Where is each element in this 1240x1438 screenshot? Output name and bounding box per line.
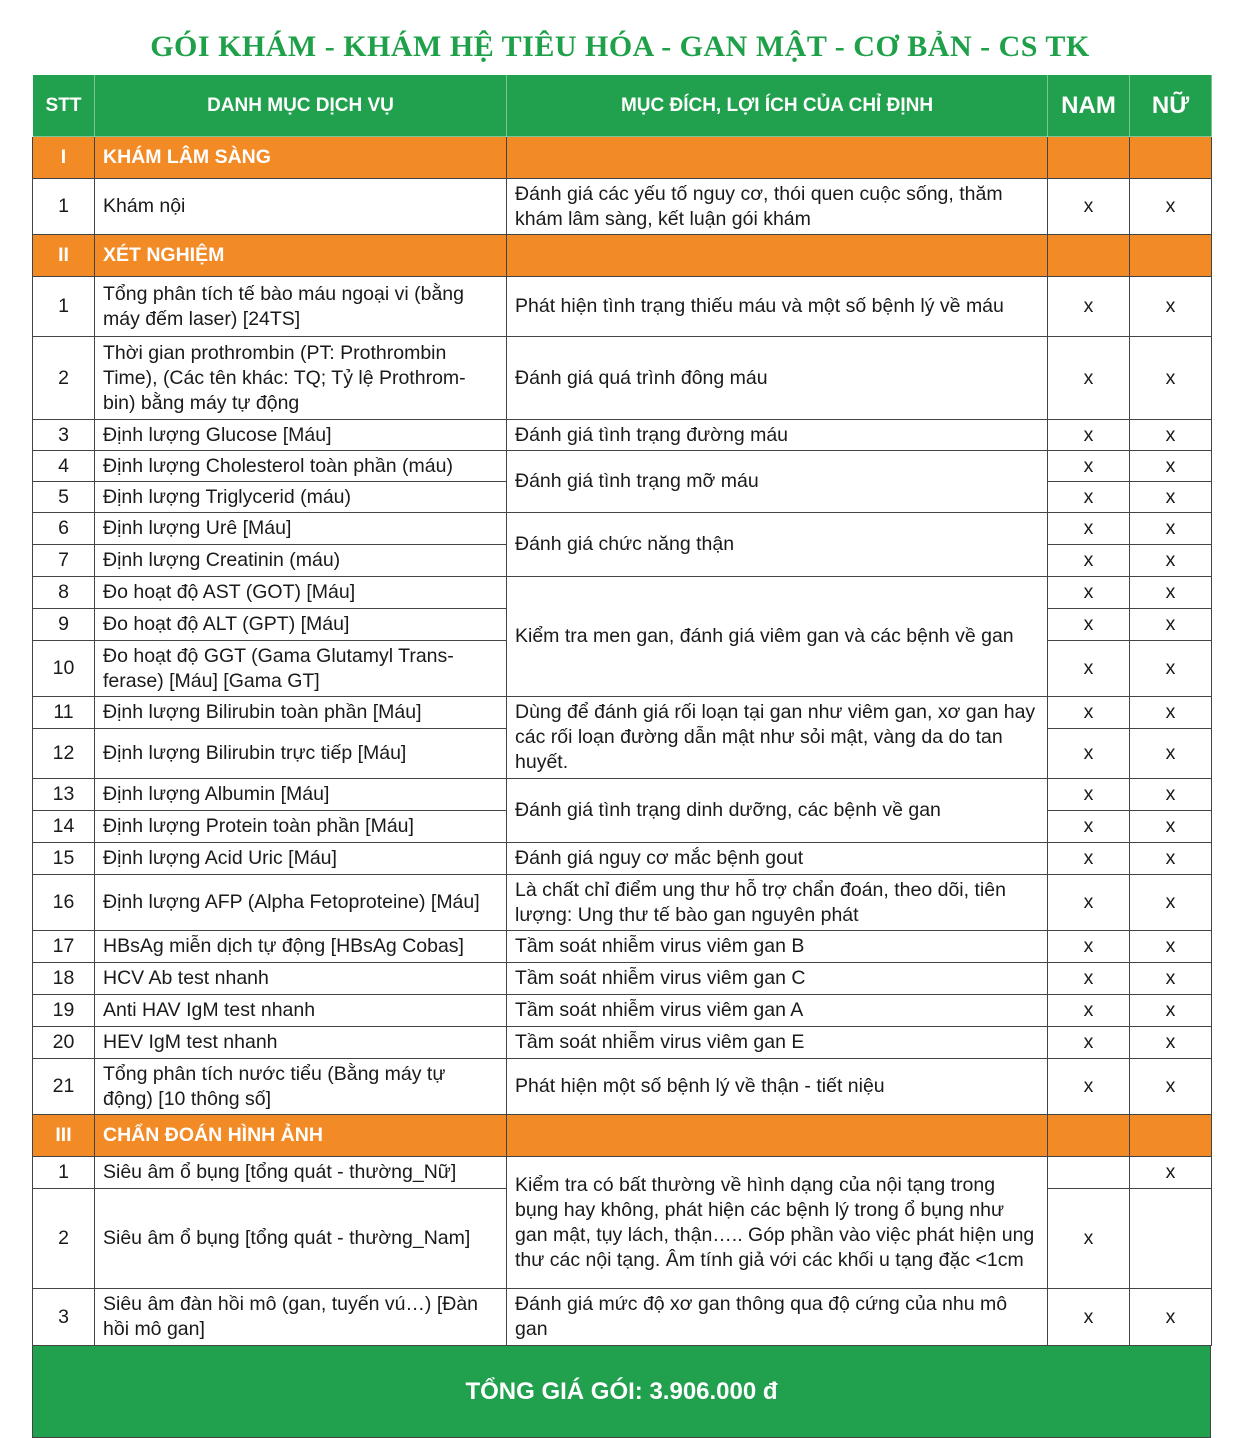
row-stt: 14 <box>33 811 95 843</box>
row-purpose: Là chất chỉ điểm ung thư hỗ trợ chẩn đoán, theo dõi, tiên lượng: Ung thư tế bào gan nguyên phát <box>507 875 1048 931</box>
row-female: x <box>1130 729 1212 779</box>
row-purpose: Tầm soát nhiễm virus viêm gan B <box>507 931 1048 963</box>
table-row <box>33 277 1212 337</box>
row-stt: 5 <box>33 482 95 513</box>
row-female: x <box>1130 779 1212 811</box>
row-stt: 6 <box>33 513 95 545</box>
row-male: x <box>1048 420 1130 451</box>
package-table-frame <box>32 74 1211 1438</box>
row-service: Định lượng Creatinin (máu) <box>95 545 507 577</box>
row-stt: 18 <box>33 963 95 995</box>
row-male: x <box>1048 875 1130 931</box>
row-stt: 19 <box>33 995 95 1027</box>
table-row <box>33 179 1212 235</box>
row-service: Khám nội <box>95 179 507 235</box>
row-service: Siêu âm ổ bụng [tổng quát - thường_Nam] <box>95 1189 507 1289</box>
row-female: x <box>1130 513 1212 545</box>
row-purpose: Đánh giá tình trạng mỡ máu <box>507 451 1048 513</box>
row-service: Thời gian prothrombin (PT: Prothrombin Time), (Các tên khác: TQ; Tỷ lệ Prothrom-bin) bằng máy tự động <box>95 337 507 420</box>
row-service: Định lượng Acid Uric [Máu] <box>95 843 507 875</box>
row-male: x <box>1048 963 1130 995</box>
row-service: Định lượng AFP (Alpha Fetoproteine) [Máu] <box>95 875 507 931</box>
row-female: x <box>1130 1059 1212 1115</box>
row-stt: 7 <box>33 545 95 577</box>
row-service: Anti HAV IgM test nhanh <box>95 995 507 1027</box>
total-price-banner <box>32 1346 1211 1438</box>
row-purpose: Kiểm tra có bất thường về hình dạng của nội tạng trong bụng hay không, phát hiện các bệnh lý trong ổ bụng như gan mật, tụy lách, thận….. Góp phần vào việc phát hiện ung thư các nội tạng. Âm tính giả với các khối u tạng đặc <1cm <box>507 1157 1048 1289</box>
row-female: x <box>1130 577 1212 609</box>
row-stt: 8 <box>33 577 95 609</box>
row-stt: 11 <box>33 697 95 729</box>
row-female: x <box>1130 1157 1212 1189</box>
package-table <box>32 74 1212 1346</box>
table-row <box>33 1289 1212 1346</box>
row-female: x <box>1130 1027 1212 1059</box>
row-stt: 17 <box>33 931 95 963</box>
row-purpose: Kiểm tra men gan, đánh giá viêm gan và các bệnh về gan <box>507 577 1048 697</box>
row-purpose: Tầm soát nhiễm virus viêm gan C <box>507 963 1048 995</box>
row-purpose: Đánh giá các yếu tố nguy cơ, thói quen cuộc sống, thăm khám lâm sàng, kết luận gói khám <box>507 179 1048 235</box>
row-female: x <box>1130 609 1212 641</box>
row-service: Định lượng Urê [Máu] <box>95 513 507 545</box>
row-purpose: Đánh giá mức độ xơ gan thông qua độ cứng của nhu mô gan <box>507 1289 1048 1346</box>
row-female: x <box>1130 931 1212 963</box>
row-male: x <box>1048 779 1130 811</box>
row-stt: 13 <box>33 779 95 811</box>
row-service: Đo hoạt độ ALT (GPT) [Máu] <box>95 609 507 641</box>
row-service: Tổng phân tích nước tiểu (Bằng máy tự động) [10 thông số] <box>95 1059 507 1115</box>
header-male: NAM <box>1048 75 1130 137</box>
row-male: x <box>1048 451 1130 482</box>
table-row <box>33 513 1212 545</box>
section-title: KHÁM LÂM SÀNG <box>95 137 507 179</box>
row-male: x <box>1048 811 1130 843</box>
row-male: x <box>1048 482 1130 513</box>
section-number: III <box>33 1115 95 1157</box>
row-stt: 12 <box>33 729 95 779</box>
row-service: Định lượng Protein toàn phần [Máu] <box>95 811 507 843</box>
row-female: x <box>1130 843 1212 875</box>
row-female: x <box>1130 451 1212 482</box>
row-male: x <box>1048 843 1130 875</box>
table-row <box>33 931 1212 963</box>
row-male: x <box>1048 697 1130 729</box>
row-purpose: Đánh giá nguy cơ mắc bệnh gout <box>507 843 1048 875</box>
header-stt: STT <box>33 75 95 137</box>
row-purpose: Đánh giá quá trình đông máu <box>507 337 1048 420</box>
total-price: TỔNG GIÁ GÓI: 3.906.000 đ <box>465 1377 778 1405</box>
row-service: Đo hoạt độ GGT (Gama Glutamyl Trans-ferase) [Máu] [Gama GT] <box>95 641 507 697</box>
table-row <box>33 1027 1212 1059</box>
row-service: Định lượng Albumin [Máu] <box>95 779 507 811</box>
table-row <box>33 577 1212 609</box>
section-title: XÉT NGHIỆM <box>95 235 507 277</box>
row-service: Định lượng Bilirubin toàn phần [Máu] <box>95 697 507 729</box>
row-service: Định lượng Bilirubin trực tiếp [Máu] <box>95 729 507 779</box>
row-male: x <box>1048 1189 1130 1289</box>
row-male: x <box>1048 1027 1130 1059</box>
row-purpose: Tầm soát nhiễm virus viêm gan A <box>507 995 1048 1027</box>
row-male <box>1048 1157 1130 1189</box>
row-female: x <box>1130 545 1212 577</box>
table-row <box>33 963 1212 995</box>
row-stt: 20 <box>33 1027 95 1059</box>
section-title: CHẨN ĐOÁN HÌNH ẢNH <box>95 1115 507 1157</box>
row-purpose: Đánh giá tình trạng đường máu <box>507 420 1048 451</box>
row-stt: 2 <box>33 337 95 420</box>
row-purpose: Phát hiện một số bệnh lý về thận - tiết niệu <box>507 1059 1048 1115</box>
row-stt: 16 <box>33 875 95 931</box>
row-stt: 3 <box>33 420 95 451</box>
table-row <box>33 337 1212 420</box>
row-purpose: Đánh giá tình trạng dinh dưỡng, các bệnh về gan <box>507 779 1048 843</box>
header-service: DANH MỤC DỊCH VỤ <box>95 75 507 137</box>
section-number: I <box>33 137 95 179</box>
row-service: HEV IgM test nhanh <box>95 1027 507 1059</box>
row-female: x <box>1130 420 1212 451</box>
row-male: x <box>1048 641 1130 697</box>
table-header-row <box>33 75 1212 137</box>
row-service: Đo hoạt độ AST (GOT) [Máu] <box>95 577 507 609</box>
row-stt: 3 <box>33 1289 95 1346</box>
row-male: x <box>1048 931 1130 963</box>
row-male: x <box>1048 337 1130 420</box>
row-stt: 4 <box>33 451 95 482</box>
row-female: x <box>1130 277 1212 337</box>
row-female: x <box>1130 641 1212 697</box>
row-female: x <box>1130 697 1212 729</box>
row-purpose: Tầm soát nhiễm virus viêm gan E <box>507 1027 1048 1059</box>
row-service: HBsAg miễn dịch tự động [HBsAg Cobas] <box>95 931 507 963</box>
header-female: NỮ <box>1130 75 1212 137</box>
row-stt: 15 <box>33 843 95 875</box>
row-male: x <box>1048 609 1130 641</box>
row-male: x <box>1048 995 1130 1027</box>
row-service: Siêu âm đàn hồi mô (gan, tuyến vú…) [Đàn hồi mô gan] <box>95 1289 507 1346</box>
row-male: x <box>1048 1289 1130 1346</box>
page-title: GÓI KHÁM - KHÁM HỆ TIÊU HÓA - GAN MẬT - CƠ BẢN - CS TK <box>150 30 1090 63</box>
table-row <box>33 1157 1212 1189</box>
section-number: II <box>33 235 95 277</box>
row-female <box>1130 1189 1212 1289</box>
row-female: x <box>1130 179 1212 235</box>
table-row <box>33 843 1212 875</box>
row-stt: 9 <box>33 609 95 641</box>
row-female: x <box>1130 1289 1212 1346</box>
row-female: x <box>1130 875 1212 931</box>
table-row <box>33 875 1212 931</box>
row-service: Định lượng Triglycerid (máu) <box>95 482 507 513</box>
row-service: HCV Ab test nhanh <box>95 963 507 995</box>
row-male: x <box>1048 545 1130 577</box>
row-female: x <box>1130 963 1212 995</box>
table-row <box>33 1059 1212 1115</box>
row-male: x <box>1048 729 1130 779</box>
row-female: x <box>1130 337 1212 420</box>
row-female: x <box>1130 811 1212 843</box>
row-stt: 1 <box>33 179 95 235</box>
row-stt: 21 <box>33 1059 95 1115</box>
row-male: x <box>1048 1059 1130 1115</box>
row-female: x <box>1130 995 1212 1027</box>
section-row <box>33 1115 1212 1157</box>
section-row <box>33 235 1212 277</box>
row-stt: 2 <box>33 1189 95 1289</box>
row-female: x <box>1130 482 1212 513</box>
row-service: Định lượng Glucose [Máu] <box>95 420 507 451</box>
table-row <box>33 995 1212 1027</box>
row-male: x <box>1048 277 1130 337</box>
row-stt: 1 <box>33 277 95 337</box>
row-male: x <box>1048 179 1130 235</box>
row-service: Siêu âm ổ bụng [tổng quát - thường_Nữ] <box>95 1157 507 1189</box>
header-purpose: MỤC ĐÍCH, LỢI ÍCH CỦA CHỈ ĐỊNH <box>507 75 1048 137</box>
table-row <box>33 697 1212 729</box>
section-row <box>33 137 1212 179</box>
row-male: x <box>1048 577 1130 609</box>
row-service: Định lượng Cholesterol toàn phần (máu) <box>95 451 507 482</box>
row-stt: 1 <box>33 1157 95 1189</box>
table-row <box>33 451 1212 482</box>
row-service: Tổng phân tích tế bào máu ngoại vi (bằng máy đếm laser) [24TS] <box>95 277 507 337</box>
table-row <box>33 420 1212 451</box>
row-purpose: Đánh giá chức năng thận <box>507 513 1048 577</box>
row-purpose: Dùng để đánh giá rối loạn tại gan như viêm gan, xơ gan hay các rối loạn đường dẫn mật như sỏi mật, vàng da do tan huyết. <box>507 697 1048 779</box>
row-male: x <box>1048 513 1130 545</box>
table-row <box>33 779 1212 811</box>
row-purpose: Phát hiện tình trạng thiếu máu và một số bệnh lý về máu <box>507 277 1048 337</box>
row-stt: 10 <box>33 641 95 697</box>
